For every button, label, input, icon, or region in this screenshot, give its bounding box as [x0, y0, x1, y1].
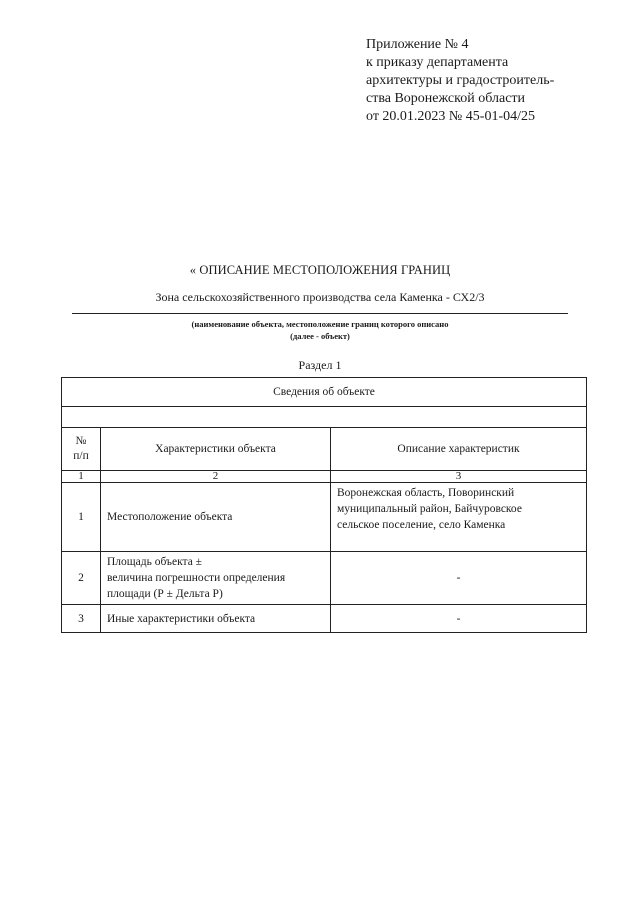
appendix-header [366, 36, 616, 126]
row-number: 1 [62, 483, 101, 552]
table-heading: Сведения об объекте [62, 378, 587, 407]
row-description: - [331, 552, 587, 605]
object-info-table [61, 377, 587, 633]
description-line: Воронежская область, Поворинский [337, 487, 515, 499]
appendix-line: архитектуры и градостроитель- [366, 73, 555, 88]
appendix-line: Приложение № 4 [366, 37, 469, 52]
row-characteristic [101, 552, 331, 605]
table-row [62, 552, 587, 605]
characteristic-line: величина погрешности определения [107, 572, 286, 584]
underline-divider [72, 313, 568, 314]
index-cell: 3 [331, 471, 587, 483]
row-description: - [331, 605, 587, 633]
appendix-line: ства Воронежской области [366, 91, 526, 106]
table-heading-row [62, 378, 587, 407]
column-header-description: Описание характеристик [331, 428, 587, 471]
characteristic-line: Площадь объекта ± [107, 556, 202, 568]
index-cell: 1 [62, 471, 101, 483]
characteristic-line: площади (Р ± Дельта Р) [107, 588, 223, 600]
column-header-num [62, 428, 101, 471]
table-column-header-row [62, 428, 587, 471]
index-cell: 2 [101, 471, 331, 483]
row-number: 2 [62, 552, 101, 605]
column-header-num-line: п/п [73, 450, 89, 462]
object-caption [0, 318, 640, 342]
row-description [331, 483, 587, 552]
appendix-line: к приказу департамента [366, 55, 509, 70]
column-header-num-line: № [75, 435, 87, 447]
caption-line: (далее - объект) [290, 331, 350, 341]
description-line: сельское поселение, село Каменка [337, 519, 506, 531]
description-line: муниципальный район, Байчуровское [337, 503, 522, 515]
document-title: « ОПИСАНИЕ МЕСТОПОЛОЖЕНИЯ ГРАНИЦ [189, 263, 451, 277]
appendix-line: от 20.01.2023 № 45-01-04/25 [366, 109, 536, 124]
table-index-row [62, 471, 587, 483]
column-header-characteristics: Характеристики объекта [101, 428, 331, 471]
table-empty-row [62, 407, 587, 428]
table-row [62, 483, 587, 552]
row-number: 3 [62, 605, 101, 633]
section-title: Раздел 1 [298, 358, 342, 372]
row-characteristic: Иные характеристики объекта [101, 605, 331, 633]
caption-line: (наименование объекта, местоположение границ которого описано [191, 319, 449, 329]
row-characteristic: Местоположение объекта [101, 483, 331, 552]
object-name: Зона сельскохозяйственного производства села Каменка - СХ2/3 [155, 290, 485, 304]
empty-cell [62, 407, 587, 428]
table-row [62, 605, 587, 633]
